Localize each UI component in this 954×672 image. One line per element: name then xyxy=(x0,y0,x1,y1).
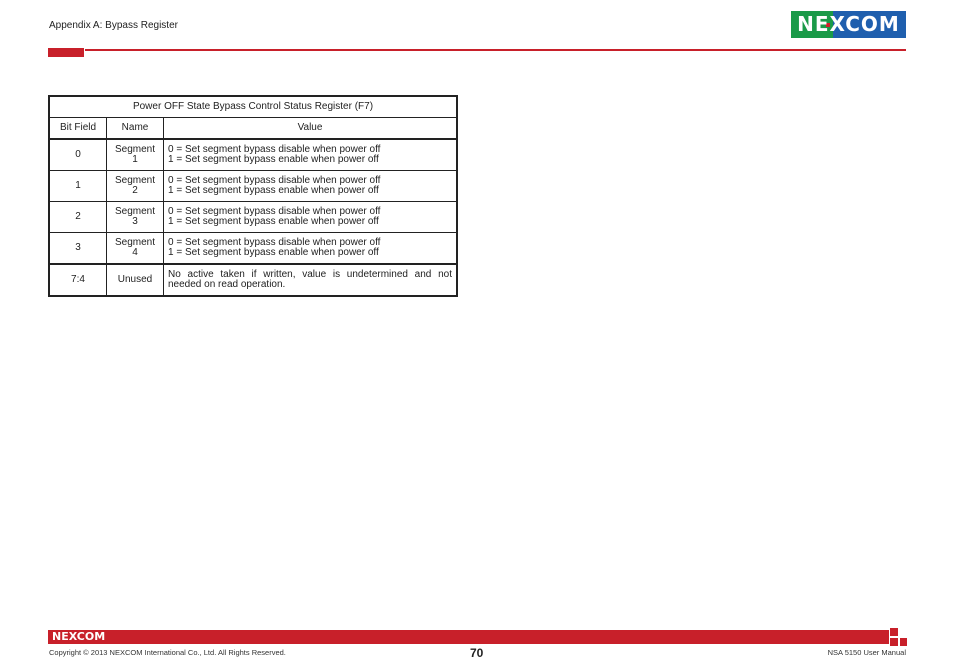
value-cell xyxy=(164,139,458,171)
page-number: 70 xyxy=(470,646,484,660)
name-cell: Segment 2 xyxy=(107,171,164,202)
value-cell: No active taken if written, value is undetermined and not needed on read operation. xyxy=(164,264,458,296)
name-cell: Segment 1 xyxy=(107,139,164,171)
value-line: 0 = Set segment bypass disable when power off xyxy=(168,175,381,186)
value-line: 1 = Set segment bypass enable when power off xyxy=(168,185,379,196)
value-line: 1 = Set segment bypass enable when power off xyxy=(168,154,379,165)
header-accent-block xyxy=(48,48,84,57)
value-line: 0 = Set segment bypass disable when power off xyxy=(168,206,381,217)
value-line: 0 = Set segment bypass disable when power off xyxy=(168,144,381,155)
value-line: 1 = Set segment bypass enable when power off xyxy=(168,216,379,227)
bit-cell: 2 xyxy=(49,202,107,233)
table-row xyxy=(49,202,457,233)
value-line: 1 = Set segment bypass enable when power off xyxy=(168,247,379,258)
logo-text: NEXCOM xyxy=(797,12,900,36)
value-line: 0 = Set segment bypass disable when power off xyxy=(168,237,381,248)
bit-cell: 1 xyxy=(49,171,107,202)
header-divider xyxy=(85,49,906,51)
nexcom-logo xyxy=(791,11,906,38)
value-cell xyxy=(164,202,458,233)
register-table xyxy=(48,95,458,297)
table-title: Power OFF State Bypass Control Status Register (F7) xyxy=(49,96,457,118)
name-cell: Unused xyxy=(107,264,164,296)
bit-cell: 3 xyxy=(49,233,107,265)
table-row xyxy=(49,139,457,171)
table-row xyxy=(49,233,457,265)
name-cell: Segment 3 xyxy=(107,202,164,233)
value-cell xyxy=(164,171,458,202)
manual-title: NSA 5150 User Manual xyxy=(827,648,906,657)
value-cell xyxy=(164,233,458,265)
column-header-name: Name xyxy=(107,118,164,140)
bit-cell: 7:4 xyxy=(49,264,107,296)
table-row xyxy=(49,171,457,202)
column-header-value: Value xyxy=(164,118,458,140)
table-header-row xyxy=(49,118,457,140)
table-row xyxy=(49,264,457,296)
footer-squares-icon xyxy=(889,628,908,646)
bit-cell: 0 xyxy=(49,139,107,171)
copyright-text: Copyright © 2013 NEXCOM International Co., Ltd. All Rights Reserved. xyxy=(49,648,286,657)
column-header-bit-field: Bit Field xyxy=(49,118,107,140)
footer-logo: NEXCOM xyxy=(52,630,106,643)
footer-bar xyxy=(48,630,906,644)
section-title: Appendix A: Bypass Register xyxy=(49,20,178,31)
name-cell: Segment 4 xyxy=(107,233,164,265)
